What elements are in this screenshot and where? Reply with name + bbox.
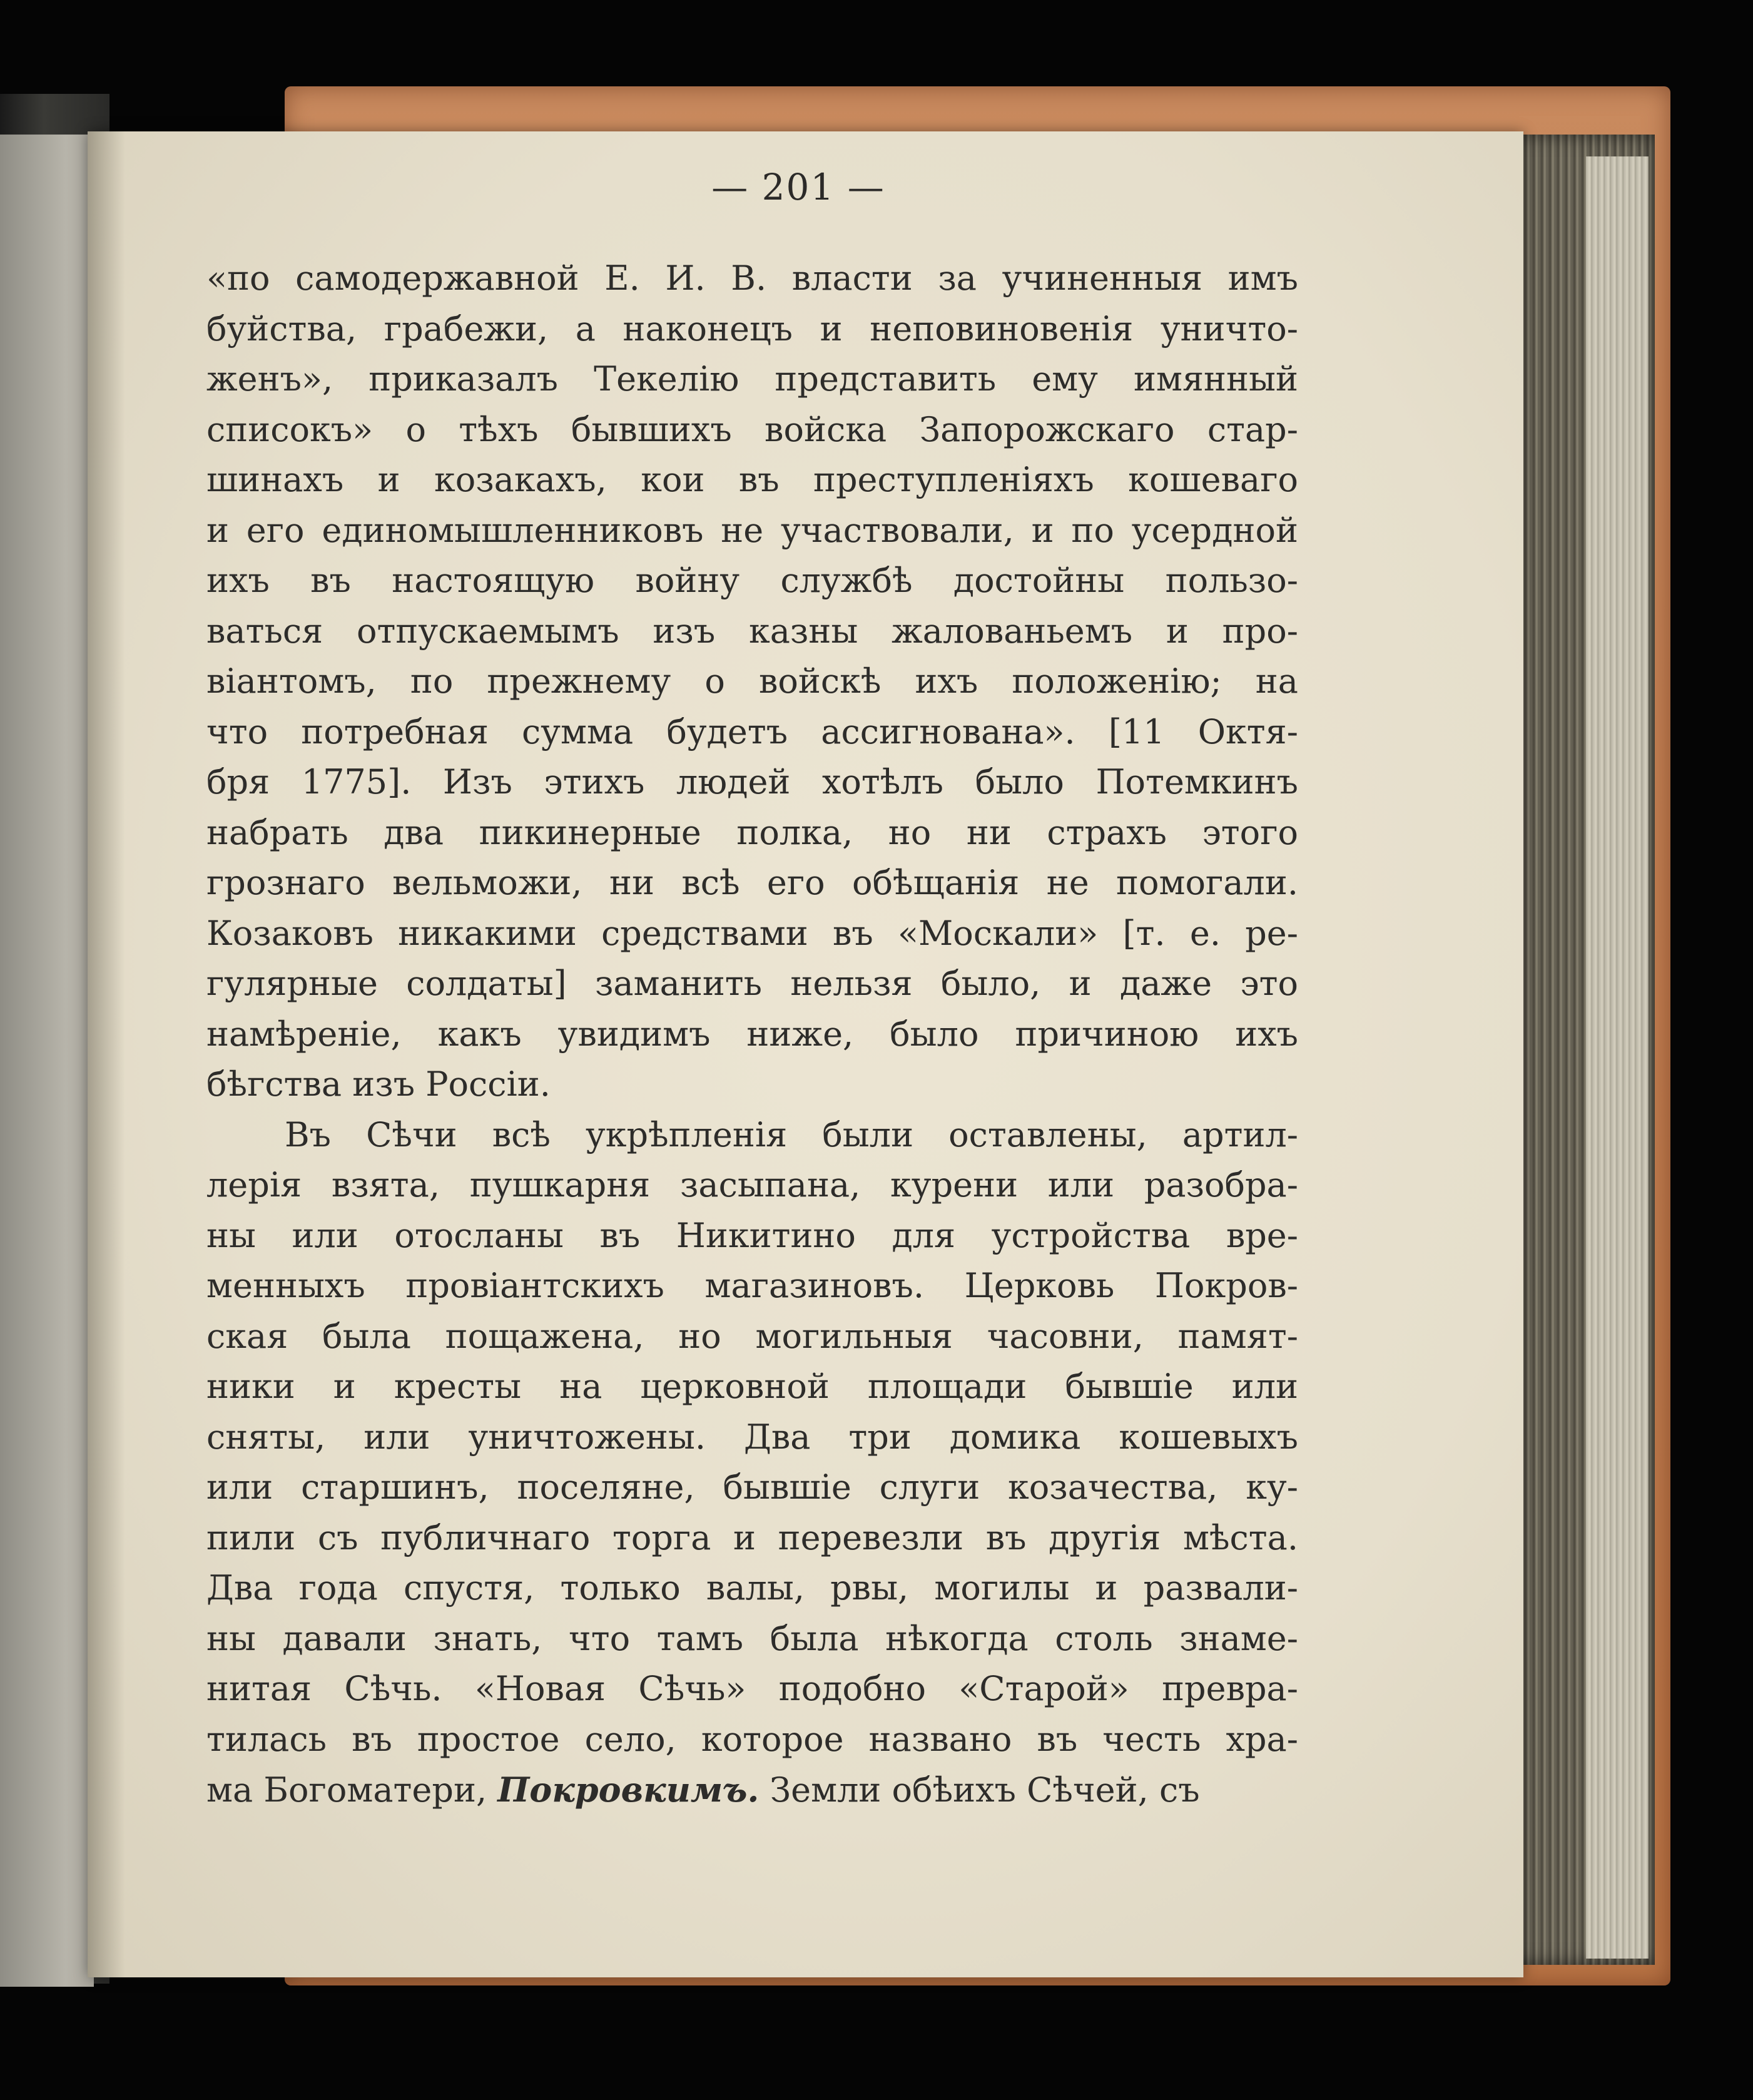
text-line: набрать два пикинерные полка, но ни страхъ этого [206, 812, 1298, 852]
text-line: тилась въ простое село, которое названо въ честь хра- [206, 1719, 1298, 1759]
text-line: віантомъ, по прежнему о войскѣ ихъ положенію; на [206, 661, 1298, 701]
paragraph-1 [206, 253, 1298, 1110]
text-line: Въ Сѣчи всѣ укрѣпленія были оставлены, артил- [285, 1114, 1298, 1154]
text-line: ская была пощажена, но могильныя часовни, памят- [206, 1316, 1298, 1356]
text-line: Два года спустя, только валы, рвы, могилы и развали- [206, 1568, 1298, 1608]
page-text [206, 253, 1298, 1815]
text-line: что потребная сумма будетъ ассигнована». [11 Октя- [206, 711, 1298, 752]
italic-place-name: Покровкимъ. [497, 1770, 760, 1810]
text-line: ны давали знать, что тамъ была нѣкогда столь знаме- [206, 1618, 1298, 1658]
text-line: нитая Сѣчь. «Новая Сѣчь» подобно «Старой» превра- [206, 1669, 1298, 1708]
text-line: ихъ въ настоящую войну службѣ достойны пользо- [206, 561, 1298, 600]
text-line: грознаго вельможи, ни всѣ его обѣщанія не помогали. [206, 863, 1298, 902]
text-line: лерія взята, пушкарня засыпана, курени или разобра- [206, 1165, 1298, 1205]
text-line: сняты, или уничтожены. Два три домика кошевыхъ [206, 1417, 1298, 1457]
text-line: Козаковъ никакими средствами въ «Москали» [т. е. ре- [206, 913, 1298, 953]
text-line: бря 1775]. Изъ этихъ людей хотѣлъ было Потемкинъ [206, 762, 1298, 802]
left-page-edge [0, 135, 94, 1987]
text-line: и его единомышленниковъ не участвовали, и по усердной [206, 510, 1298, 550]
page-edges-light [1586, 156, 1649, 1959]
paragraph-2 [206, 1110, 1298, 1765]
text-line: менныхъ провіантскихъ магазиновъ. Церковь Покров- [206, 1266, 1298, 1305]
text-line: бѣгства изъ Россіи. [206, 1064, 551, 1104]
page-number: — 201 — [711, 166, 885, 208]
text-line: ны или отосланы въ Никитино для устройства вре- [206, 1215, 1298, 1255]
text-line: или старшинъ, поселяне, бывшіе слуги козачества, ку- [206, 1467, 1298, 1507]
text-line: списокъ» о тѣхъ бывшихъ войска Запорожскаго стар- [206, 409, 1298, 449]
text-line: пили съ публичнаго торга и перевезли въ другія мѣста. [206, 1517, 1298, 1557]
text-line: «по самодержавной Е. И. В. власти за учиненныя имъ [206, 258, 1298, 298]
text-line: намѣреніе, какъ увидимъ ниже, было причиною ихъ [206, 1014, 1298, 1054]
page-gutter-shadow [88, 131, 125, 1977]
text-line-last: ма Богоматери, Покровкимъ. Земли обѣихъ Сѣчей, съ [206, 1770, 1200, 1810]
text-line: женъ», приказалъ Текелію представить ему имянный [206, 359, 1298, 399]
text-line: ники и кресты на церковной площади бывшіе или [206, 1367, 1298, 1406]
text-line: шинахъ и козакахъ, кои въ преступленіяхъ кошеваго [206, 460, 1298, 499]
text-line: ваться отпускаемымъ изъ казны жалованьемъ и про- [206, 611, 1298, 651]
text-line: гулярные солдаты] заманить нельзя было, и даже это [206, 964, 1298, 1003]
text-line: буйства, грабежи, а наконецъ и неповиновенія уничто- [206, 308, 1298, 349]
